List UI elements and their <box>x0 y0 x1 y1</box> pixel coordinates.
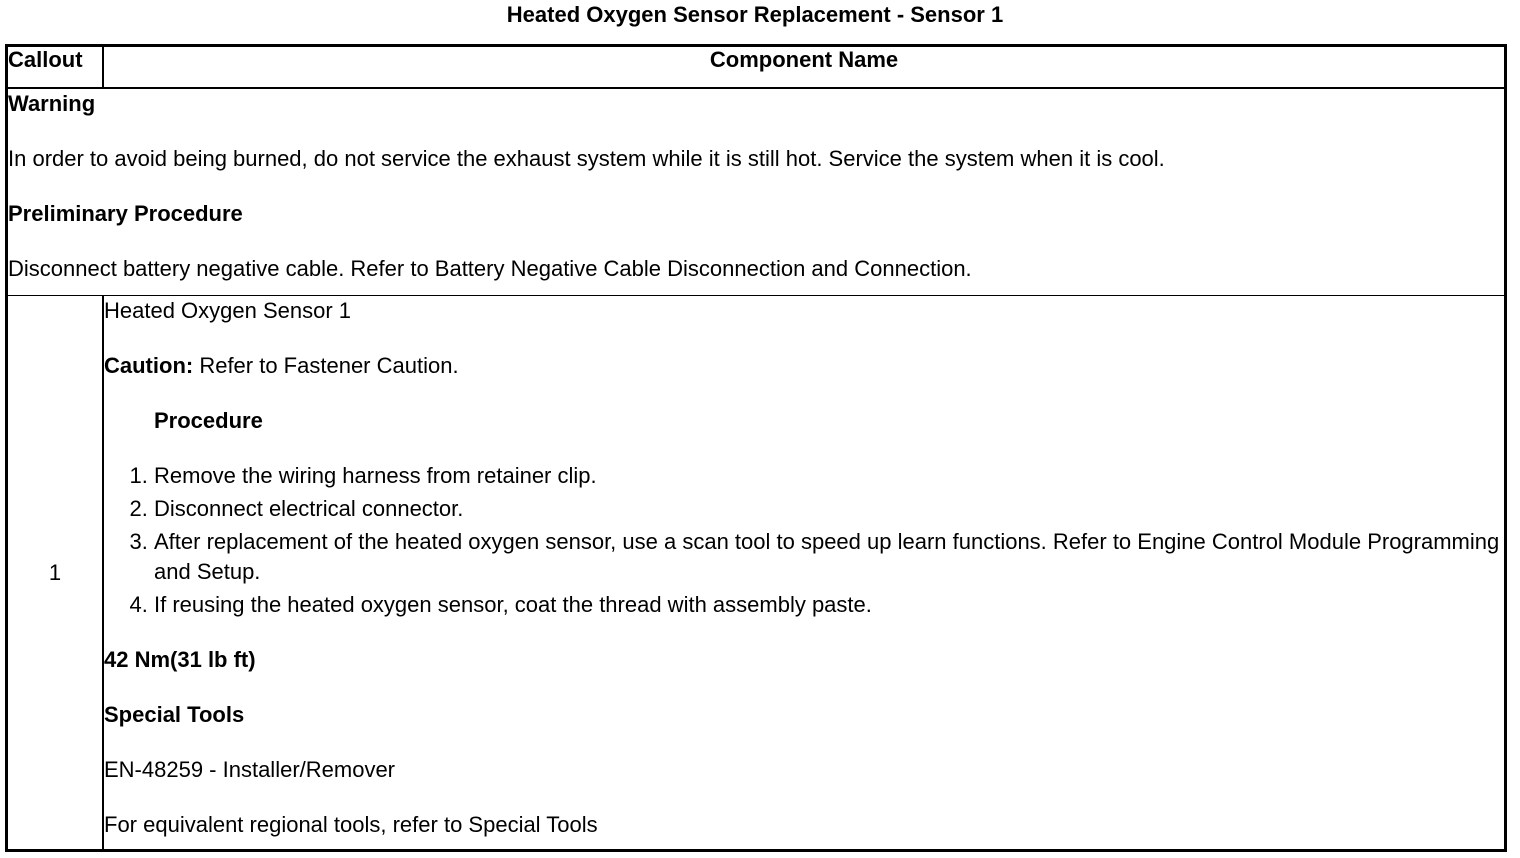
document-title: Heated Oxygen Sensor Replacement - Sensor 1 <box>506 2 1004 27</box>
preface-row <box>7 88 1506 296</box>
list-item: 1. Remove the wiring harness from retainer clip. <box>154 461 1504 491</box>
list-item: 2. Disconnect electrical connector. <box>154 494 1504 524</box>
caution-text: Refer to Fastener Caution. <box>193 353 459 378</box>
preliminary-text: Disconnect battery negative cable. Refer to Battery Negative Cable Disconnection and Connection. <box>8 256 972 281</box>
warning-heading: Warning <box>8 91 96 116</box>
preliminary-heading: Preliminary Procedure <box>8 201 243 226</box>
callout-number: 1 <box>7 296 104 851</box>
component-name-header: Component Name <box>103 46 1506 89</box>
component-name: Heated Oxygen Sensor 1 <box>104 298 352 323</box>
special-tools-heading: Special Tools <box>104 702 245 727</box>
warning-text: In order to avoid being burned, do not service the exhaust system while it is still hot. Service the system when it is cool. <box>8 146 1165 171</box>
list-item: 3. After replacement of the heated oxygen sensor, use a scan tool to speed up learn functions. Refer to Engine Control Module Programming and Setup. <box>154 527 1504 587</box>
header-row <box>7 46 1506 89</box>
special-tool-item: EN-48259 - Installer/Remover <box>104 757 396 782</box>
procedure-table <box>5 44 1507 852</box>
callout-header: Callout <box>7 46 104 89</box>
component-cell <box>103 296 1506 851</box>
list-item: 4. If reusing the heated oxygen sensor, coat the thread with assembly paste. <box>154 590 1504 620</box>
procedure-heading: Procedure <box>154 408 263 433</box>
table-row <box>7 296 1506 851</box>
procedure-steps <box>104 461 1504 620</box>
caution-label: Caution: <box>104 353 194 378</box>
regional-tools-note: For equivalent regional tools, refer to Special Tools <box>104 812 598 837</box>
caution-line <box>104 351 1504 381</box>
torque-spec: 42 Nm(31 lb ft) <box>104 647 256 672</box>
preface-cell <box>7 88 1506 296</box>
